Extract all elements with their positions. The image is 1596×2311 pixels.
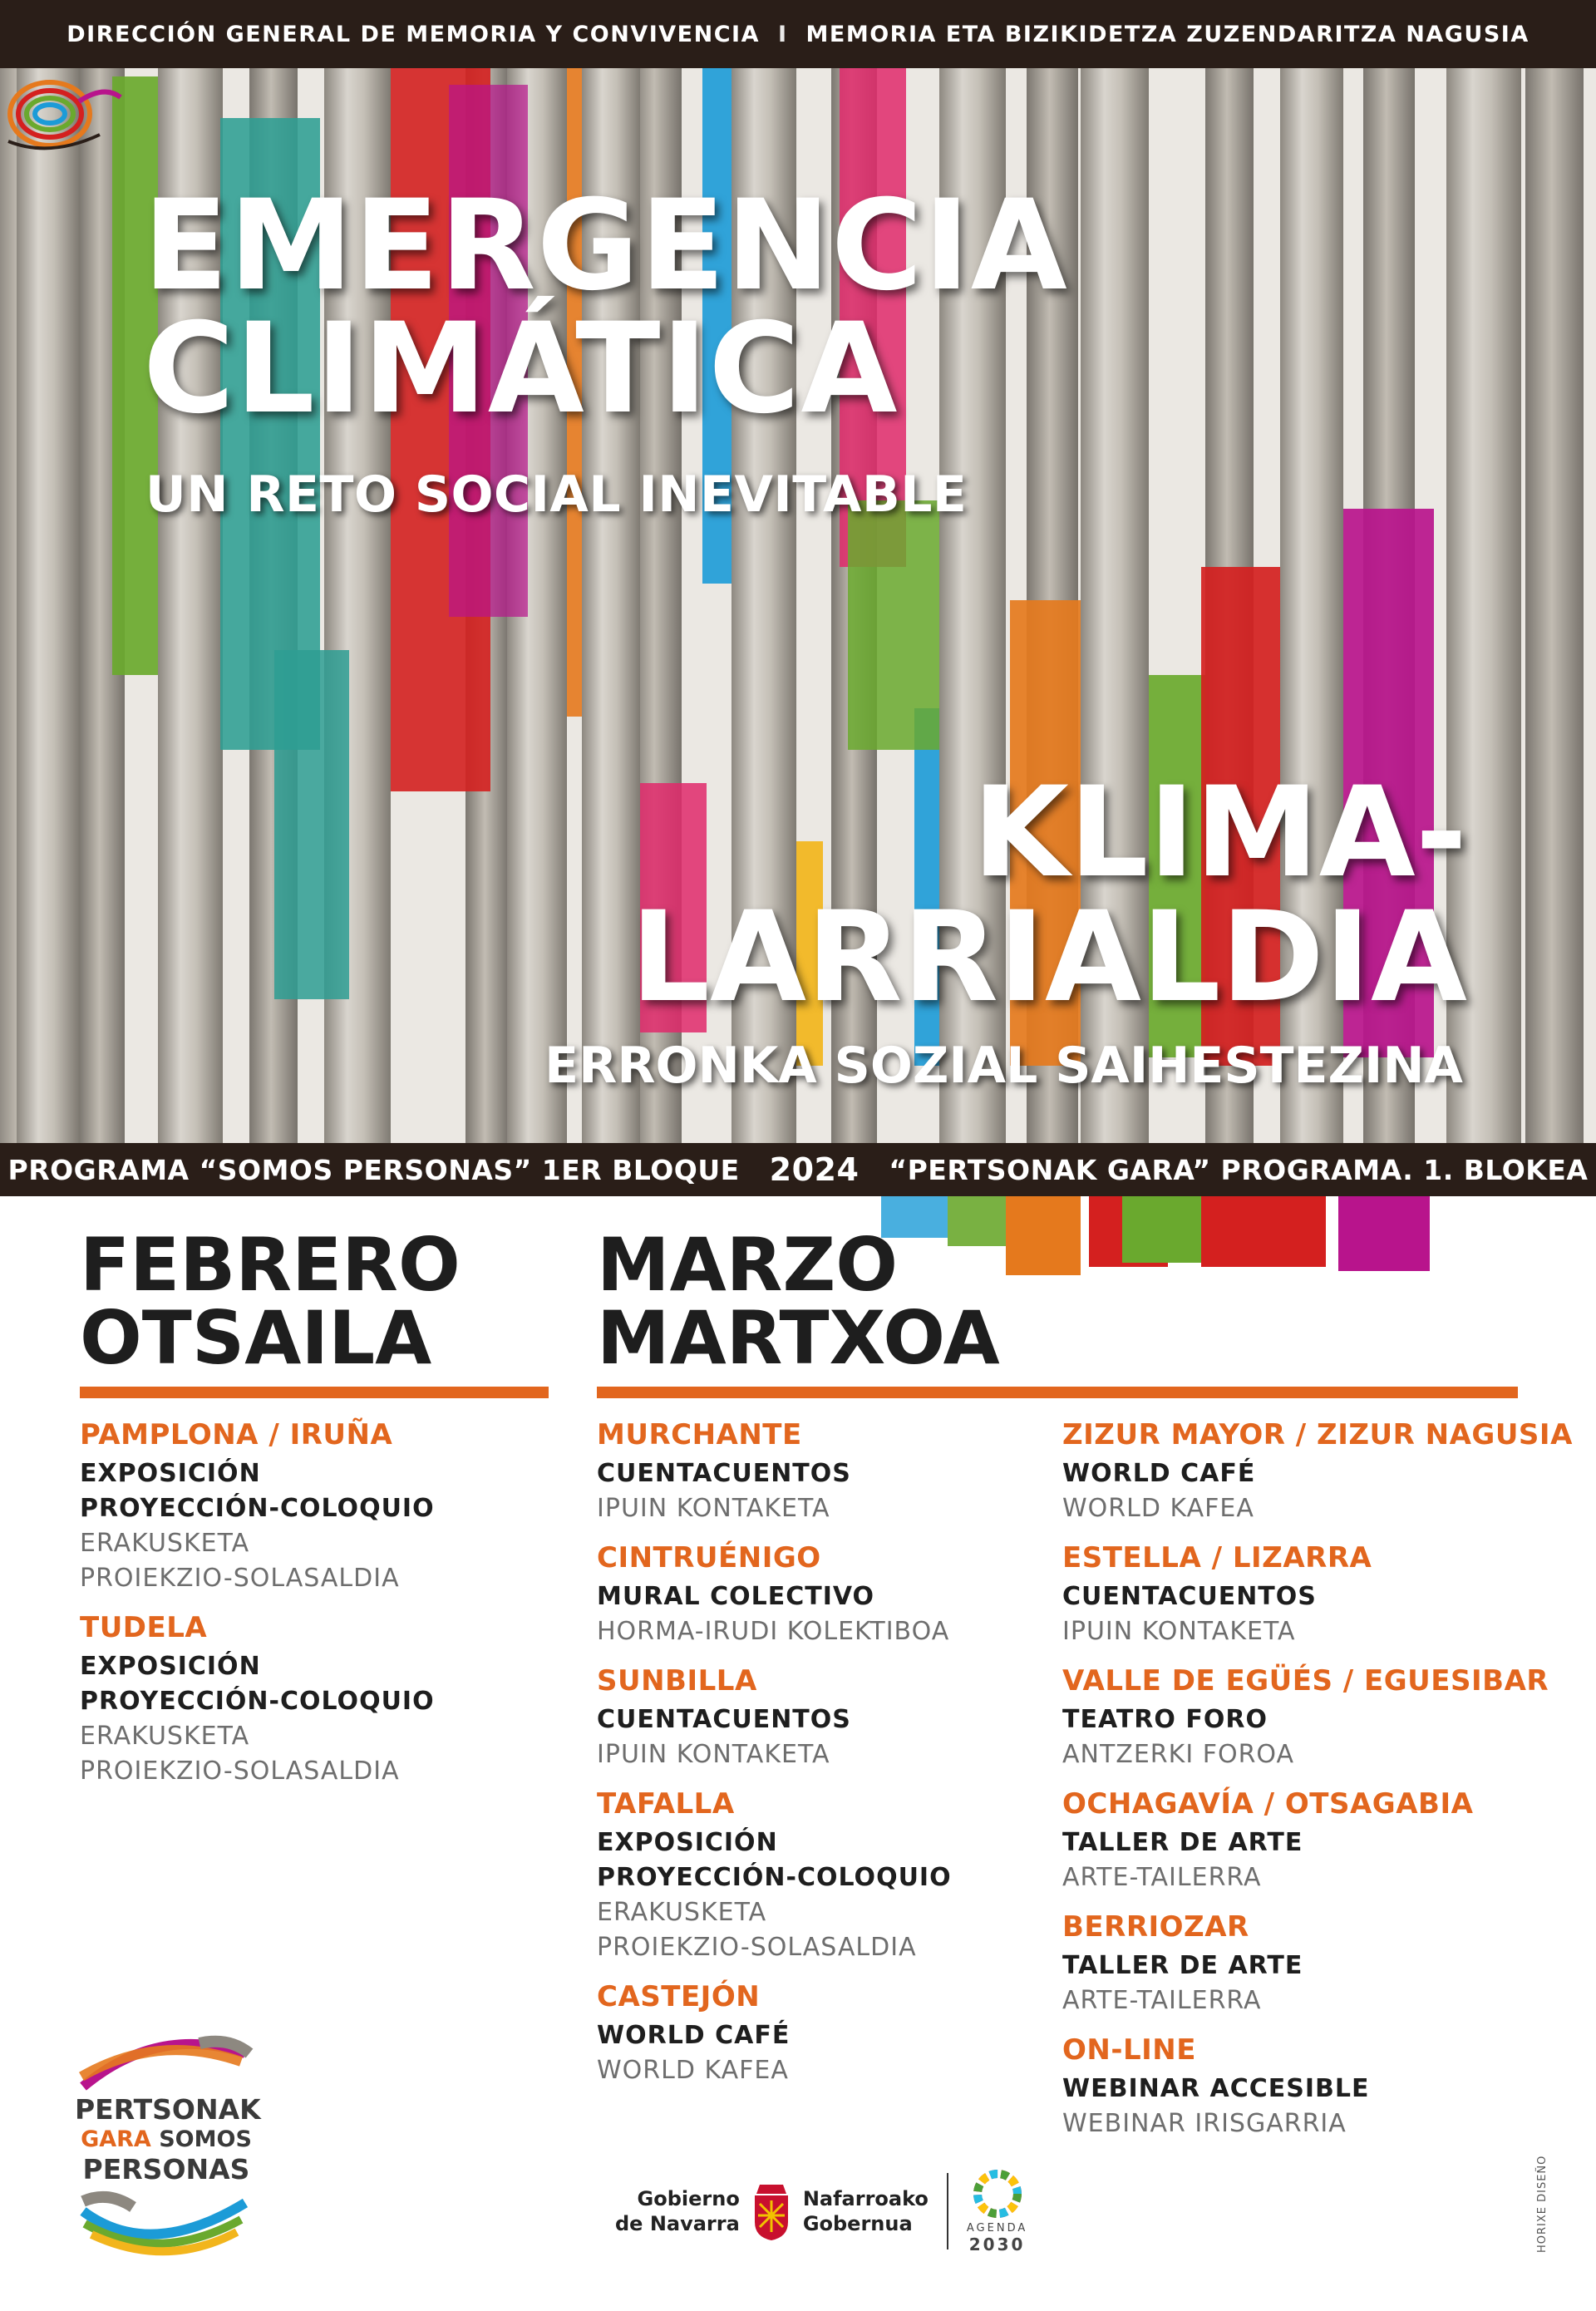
event-block	[597, 1659, 1046, 1772]
month-march	[597, 1222, 1000, 1381]
design-credit: HORIXE DISEÑO	[1536, 2155, 1549, 2253]
activity-eu: WORLD KAFEA	[1062, 1494, 1254, 1523]
logo-text-somos: SOMOS	[159, 2126, 252, 2152]
events-february	[80, 1413, 562, 1799]
events-march-left	[597, 1413, 1046, 2098]
header-org-eu: MEMORIA ETA BIZIKIDETZA ZUZENDARITZA NAGUSIA	[805, 21, 1530, 47]
title-spanish	[143, 174, 1068, 441]
activity-eu: PROIEKZIO-SOLASALDIA	[80, 1757, 400, 1786]
activity-es: PROYECCIÓN-COLOQUIO	[597, 1863, 952, 1892]
title-basque	[630, 761, 1467, 1030]
activity-eu: ARTE-TAILERRA	[1062, 1986, 1262, 2015]
logo-text-pertsonak: PERTSONAK	[75, 2093, 261, 2126]
event-block	[1062, 1782, 1578, 1895]
activity-es: CUENTACUENTOS	[597, 1705, 851, 1734]
title-es-line2: CLIMÁTICA	[143, 297, 899, 441]
month-february	[80, 1222, 461, 1381]
navarra-coat-of-arms-icon	[750, 2180, 793, 2242]
activity-eu: HORMA-IRUDI KOLEKTIBOA	[597, 1617, 950, 1646]
top-banner	[0, 0, 1596, 68]
activity-es: EXPOSICIÓN	[80, 1652, 261, 1681]
agenda-year: 2030	[968, 2234, 1026, 2254]
event-location: CASTEJÓN	[597, 1980, 761, 2013]
pertsonak-gara-wordmark	[75, 2093, 261, 2185]
logo-text-personas: PERSONAS	[82, 2153, 250, 2185]
activity-eu: ARTE-TAILERRA	[1062, 1863, 1262, 1892]
activity-eu: PROIEKZIO-SOLASALDIA	[80, 1564, 400, 1593]
program-year: 2024	[769, 1151, 860, 1188]
month-mar-es: MARZO	[597, 1222, 899, 1308]
government-logos	[615, 2170, 1027, 2253]
month-feb-eu: OTSAILA	[80, 1295, 432, 1381]
gov-es-line2: de Navarra	[615, 2212, 740, 2235]
activity-es: PROYECCIÓN-COLOQUIO	[80, 1494, 435, 1523]
agenda-label: AGENDA	[966, 2221, 1028, 2235]
activity-es: TALLER DE ARTE	[1062, 1828, 1303, 1857]
hero-image	[0, 68, 1596, 1143]
event-block	[1062, 1536, 1578, 1649]
memoria-convivencia-logo-icon	[0, 68, 125, 160]
event-location: SUNBILLA	[597, 1664, 757, 1698]
program-name-eu: “PERTSONAK GARA” PROGRAMA. 1. BLOKEA	[889, 1153, 1589, 1186]
gobierno-navarra-text	[615, 2186, 740, 2236]
event-block	[597, 1536, 1046, 1649]
activity-es: WEBINAR ACCESIBLE	[1062, 2074, 1370, 2103]
activity-eu: PROIEKZIO-SOLASALDIA	[597, 1933, 917, 1962]
activity-eu: WEBINAR IRISGARRIA	[1062, 2109, 1347, 2138]
activity-es: WORLD CAFÉ	[597, 2021, 791, 2050]
gov-eu-line2: Gobernua	[802, 2212, 913, 2235]
activity-es: TEATRO FORO	[1062, 1705, 1268, 1734]
event-block	[1062, 1413, 1578, 1526]
activity-eu: IPUIN KONTAKETA	[597, 1740, 830, 1769]
activity-eu: ERAKUSKETA	[597, 1898, 767, 1927]
title-eu-line1: KLIMA-	[972, 761, 1467, 905]
gov-eu-line1: Nafarroako	[802, 2187, 929, 2210]
activity-eu: ERAKUSKETA	[80, 1529, 250, 1558]
activity-es: CUENTACUENTOS	[597, 1459, 851, 1488]
divider-february	[80, 1387, 549, 1398]
logo-arcs-top-icon	[75, 2028, 258, 2091]
activity-es: EXPOSICIÓN	[80, 1459, 261, 1488]
event-block	[597, 1782, 1046, 1965]
activity-eu: ANTZERKI FOROA	[1062, 1740, 1295, 1769]
event-location: ON-LINE	[1062, 2033, 1196, 2067]
agenda-2030-logo	[967, 2169, 1027, 2254]
gov-es-line1: Gobierno	[637, 2187, 740, 2210]
nafarroako-gobernua-text	[803, 2186, 929, 2236]
month-feb-es: FEBRERO	[80, 1222, 461, 1308]
activity-eu: IPUIN KONTAKETA	[597, 1494, 830, 1523]
event-location: CINTRUÉNIGO	[597, 1541, 821, 1574]
activity-es: TALLER DE ARTE	[1062, 1951, 1303, 1980]
program-banner	[0, 1143, 1596, 1196]
pertsonak-gara-logo	[75, 2028, 261, 2261]
event-block	[80, 1413, 562, 1596]
title-es-line1: EMERGENCIA	[143, 174, 1068, 318]
event-location: ESTELLA / LIZARRA	[1062, 1541, 1372, 1574]
activity-es: WORLD CAFÉ	[1062, 1459, 1256, 1488]
subtitle-basque: ERRONKA SOZIAL SAIHESTEZINA	[544, 1037, 1463, 1095]
event-location: TUDELA	[80, 1611, 208, 1644]
activity-eu: IPUIN KONTAKETA	[1062, 1617, 1296, 1646]
subtitle-spanish: UN RETO SOCIAL INEVITABLE	[145, 466, 968, 524]
header-separator: I	[777, 21, 788, 47]
activity-es: PROYECCIÓN-COLOQUIO	[80, 1687, 435, 1716]
event-location: MURCHANTE	[597, 1418, 802, 1451]
activity-eu: WORLD KAFEA	[597, 2056, 789, 2085]
header-org-es: DIRECCIÓN GENERAL DE MEMORIA Y CONVIVENCIA	[66, 21, 760, 47]
month-mar-eu: MARTXOA	[597, 1295, 1000, 1381]
divider-march	[597, 1387, 1518, 1398]
program-name-es: PROGRAMA “SOMOS PERSONAS” 1ER BLOQUE	[7, 1153, 740, 1186]
event-location: ZIZUR MAYOR / ZIZUR NAGUSIA	[1062, 1418, 1573, 1451]
event-block	[1062, 2028, 1578, 2141]
activity-eu: ERAKUSKETA	[80, 1722, 250, 1751]
event-block	[1062, 1659, 1578, 1772]
event-location: TAFALLA	[597, 1787, 735, 1821]
event-location: BERRIOZAR	[1062, 1910, 1249, 1944]
title-eu-line2: LARRIALDIA	[630, 885, 1467, 1030]
events-march-right	[1062, 1413, 1578, 2151]
logo-text-gara: GARA	[81, 2126, 151, 2152]
event-block	[597, 1975, 1046, 2088]
event-block	[80, 1606, 562, 1789]
event-block	[1062, 1905, 1578, 2018]
activity-es: EXPOSICIÓN	[597, 1828, 778, 1857]
event-location: PAMPLONA / IRUÑA	[80, 1418, 393, 1451]
logo-arcs-bottom-icon	[75, 2186, 258, 2261]
event-location: VALLE DE EGÜÉS / EGUESIBAR	[1062, 1664, 1549, 1698]
sdg-wheel-icon	[973, 2169, 1022, 2219]
logo-divider	[947, 2173, 948, 2249]
activity-es: CUENTACUENTOS	[1062, 1582, 1317, 1611]
event-block	[597, 1413, 1046, 1526]
event-location: OCHAGAVÍA / OTSAGABIA	[1062, 1787, 1474, 1821]
activity-es: MURAL COLECTIVO	[597, 1582, 875, 1611]
